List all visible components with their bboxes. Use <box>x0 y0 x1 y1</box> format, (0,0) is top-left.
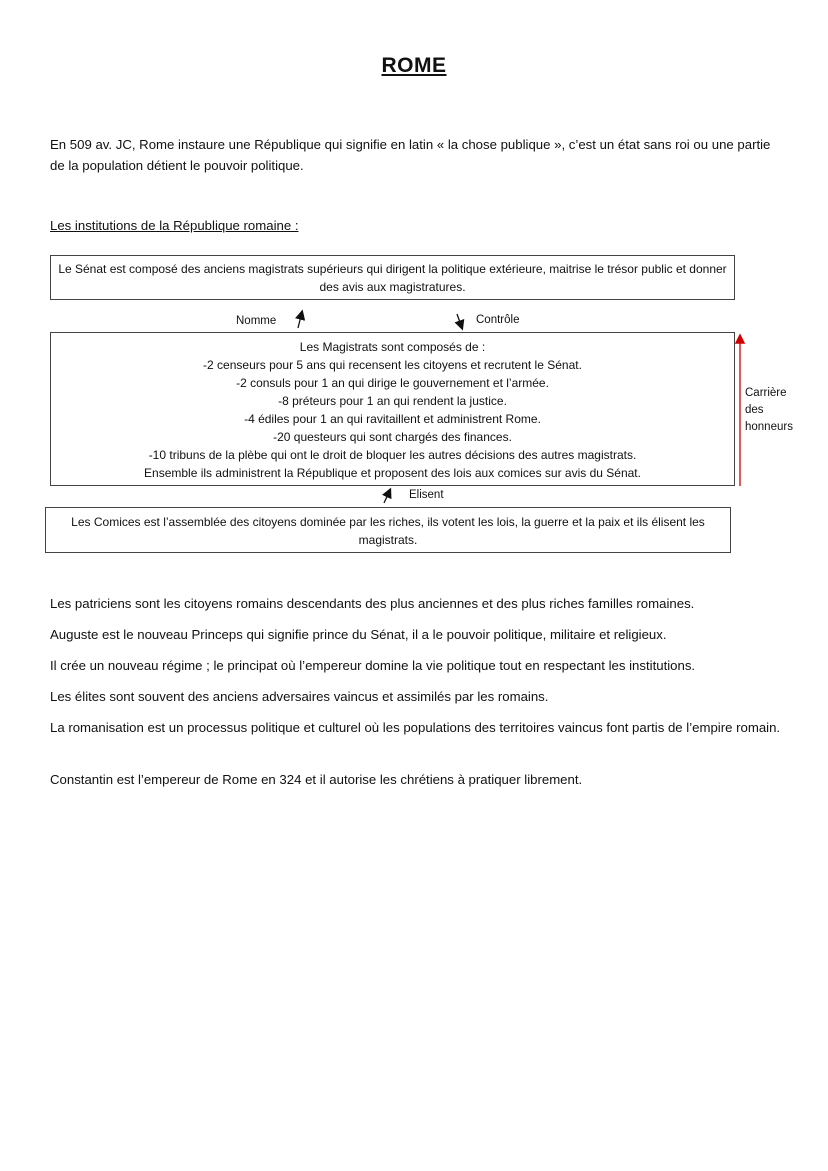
magistrats-line: -10 tribuns de la plèbe qui ont le droit de bloquer les autres décisions des autres magistrats. <box>148 448 637 462</box>
senat-text: Le Sénat est composé des anciens magistrats supérieurs qui dirigent la politique extérieure, maitrise le trésor public et donner des avis aux magistratures. <box>58 262 727 294</box>
carriere-label <box>745 385 805 436</box>
controle-arrow <box>457 314 462 328</box>
paragraph: Constantin est l’empereur de Rome en 324 et il autorise les chrétiens à pratiquer librement. <box>50 772 583 787</box>
controle-label: Contrôle <box>476 314 520 326</box>
magistrats-line: Les Magistrats sont composés de : <box>299 340 486 354</box>
paragraph: Les patriciens sont les citoyens romains descendants des plus anciennes et des plus riches familles romaines. <box>50 596 695 611</box>
magistrats-line: -8 préteurs pour 1 an qui rendent la justice. <box>278 394 507 408</box>
section-heading: Les institutions de la République romaine : <box>50 218 299 233</box>
carriere-line: des <box>745 404 764 416</box>
magistrats-line: -2 censeurs pour 5 ans qui recensent les citoyens et recrutent le Sénat. <box>203 358 582 372</box>
paragraph: Il crée un nouveau régime ; le principat où l’empereur domine la vie politique tout en respectant les institutions. <box>50 658 696 673</box>
nomme-arrow <box>298 312 302 328</box>
page-title: ROME <box>381 54 447 77</box>
magistrats-line: Ensemble ils administrent la République et proposent des lois aux comices sur avis du Sénat. <box>144 466 641 480</box>
magistrats-line: -2 consuls pour 1 an qui dirige le gouvernement et l’armée. <box>236 376 549 390</box>
paragraph: Auguste est le nouveau Princeps qui signifie prince du Sénat, il a le pouvoir politique, militaire et religieux. <box>50 627 667 642</box>
comices-text: Les Comices est l’assemblée des citoyens dominée par les riches, ils votent les lois, la guerre et la paix et ils élisent les magistrats. <box>71 515 705 547</box>
nomme-label: Nomme <box>236 315 277 327</box>
intro-paragraph: En 509 av. JC, Rome instaure une République qui signifie en latin « la chose publique », c’est un état sans roi ou une partie de la population détient le pouvoir politique. <box>50 137 771 173</box>
magistrats-line: -4 édiles pour 1 an qui ravitaillent et administrent Rome. <box>244 412 541 426</box>
magistrats-box <box>50 332 735 486</box>
elisent-arrow <box>384 490 390 503</box>
paragraph: Les élites sont souvent des anciens adversaires vaincus et assimilés par les romains. <box>50 689 549 704</box>
carriere-line: Carrière <box>745 387 787 399</box>
carriere-line: honneurs <box>745 421 793 433</box>
paragraph: La romanisation est un processus politique et culturel où les populations des territoires vaincus font partis de l’empire romain. <box>50 720 781 735</box>
magistrats-line: -20 questeurs qui sont chargés des finances. <box>273 430 512 444</box>
comices-box <box>45 507 731 553</box>
elisent-label: Elisent <box>409 489 444 501</box>
